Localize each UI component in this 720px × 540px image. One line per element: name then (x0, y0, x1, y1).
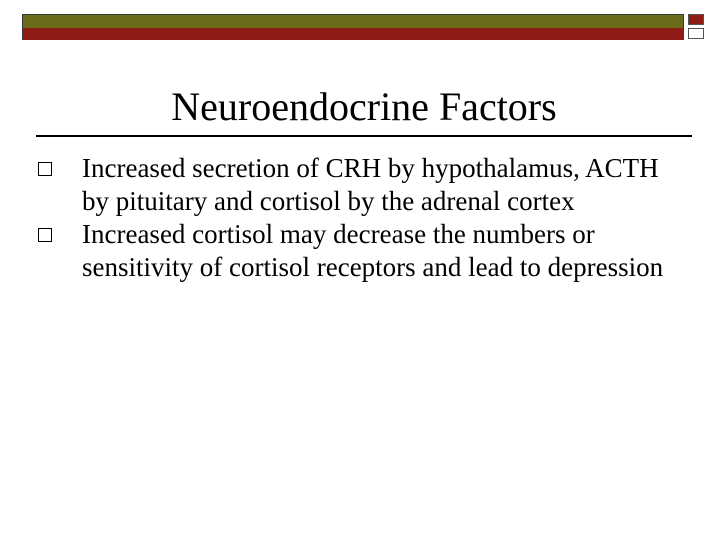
title-divider (36, 135, 692, 137)
bullet-text: Increased secretion of CRH by hypothalamus, ACTH by pituitary and cortisol by the adrenal cortex (82, 153, 659, 216)
slide-title: Neuroendocrine Factors (171, 84, 557, 129)
corner-white-square (688, 28, 704, 39)
bullet-list (0, 152, 720, 284)
header-olive-strip (23, 15, 683, 28)
corner-red-square (688, 14, 704, 25)
header-red-strip (23, 28, 683, 40)
bullet-text: Increased cortisol may decrease the numbers or sensitivity of cortisol receptors and lead to depression (82, 219, 664, 282)
bullet-item (0, 218, 672, 284)
bullet-item (0, 152, 672, 218)
hollow-square-icon (38, 228, 52, 242)
header-decorative-band (22, 14, 684, 40)
hollow-square-icon (38, 162, 52, 176)
